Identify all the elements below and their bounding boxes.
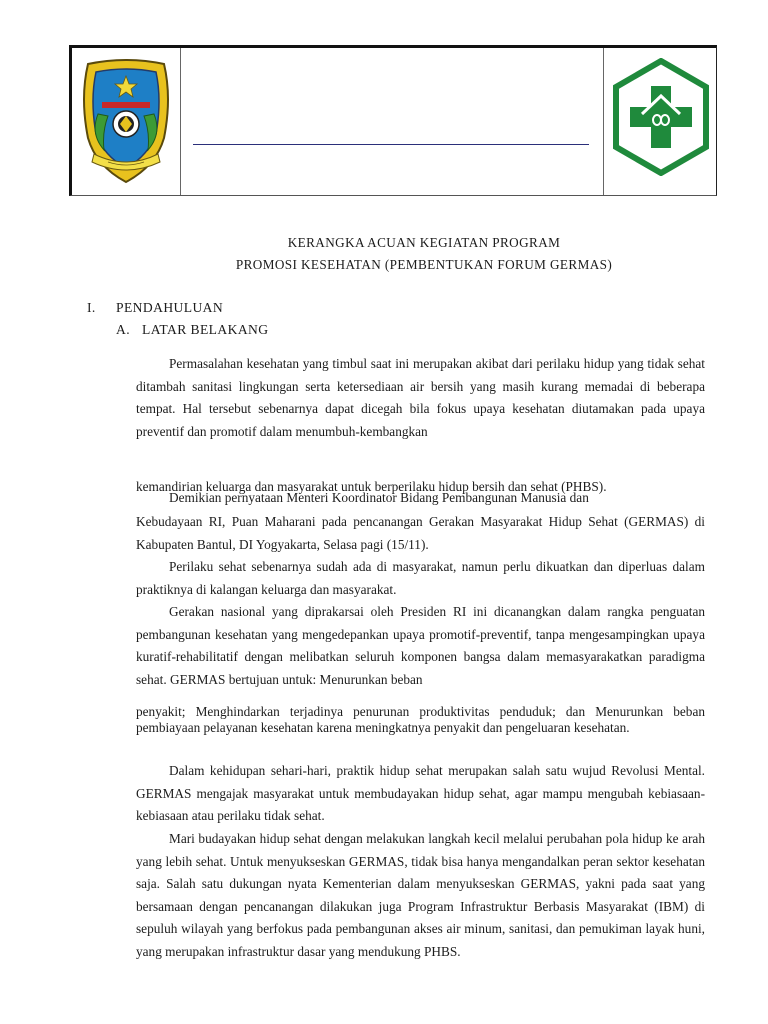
subsection-heading: LATAR BELAKANG xyxy=(142,322,269,337)
paragraph-3: Perilaku sehat sebenarnya sudah ada di masyarakat, namun perlu dikuatkan dan diperluas dalam praktiknya di kalangan keluarga dan masyarakat. xyxy=(136,559,705,597)
letterhead-divider-line xyxy=(193,144,589,145)
document-title-line1: KERANGKA ACUAN KEGIATAN PROGRAM xyxy=(287,235,561,250)
paragraph-6: Mari budayakan hidup sehat dengan melakukan langkah kecil melalui perubahan pola hidup ke arah yang lebih sehat. Untuk menyukseskan GERMAS, tidak bisa hanya mengandalkan peran sektor kesehatan saja. Salah satu dukungan nyata Kementerian dalam menyukseskan GERMAS, yakni pada saat yang bersamaan dengan pencanangan dilakukan juga Program Infrastruktur Berbasis Masyarakat (IBM) di sepuluh wilayah yang berfokus pada pembangunan akses air minum, sanitasi, dan pemukiman layak huni, yang merupakan infrastruktur dasar yang mendukung PHBS. xyxy=(136,831,705,959)
subsection-letter: A. xyxy=(116,322,131,337)
regency-coat-of-arms-logo xyxy=(80,58,172,186)
paragraph-5: Dalam kehidupan sehari-hari, praktik hidup sehat merupakan salah satu wujud Revolusi Mental. GERMAS mengajak masyarakat untuk membudayakan hidup sehat, agar mampu mengubah kebiasaan-kebiasaan atau perilaku tidak sehat. xyxy=(136,763,705,823)
paragraph-1: Permasalahan kesehatan yang timbul saat ini merupakan akibat dari perilaku hidup yang tidak sehat ditambah sanitasi lingkungan serta ketersediaan air bersih yang masih kurang memadai di beberapa tempat. Hal tersebut sebenarnya dapat dicegah bila fokus upaya kesehatan diutamakan pada upaya preventif dan promotif dalam menumbuh-kembangkan xyxy=(136,356,705,439)
paragraph-2: Kebudayaan RI, Puan Maharani pada pencanangan Gerakan Masyarakat Hidup Sehat (GERMAS) di Kabupaten Bantul, DI Yogyakarta, Selasa pagi (15/11). xyxy=(136,514,705,552)
letterhead-middle-cell xyxy=(180,48,603,195)
paragraph-4: Gerakan nasional yang diprakarsai oleh Presiden RI ini dicanangkan dalam rangka penguatan pembangunan kesehatan yang mengedepankan upaya promotif-preventif, tanpa mengesampingkan upaya kuratif-rehabilitatif dengan melibatkan seluruh komponen bangsa dalam memasyarakatkan paradigma sehat. GERMAS bertujuan untuk: Menurunkan beban xyxy=(136,604,705,687)
document-title-line2: PROMOSI KESEHATAN (PEMBENTUKAN FORUM GERMAS) xyxy=(235,257,613,272)
letterhead-left-cell xyxy=(72,48,181,195)
section-heading: PENDAHULUAN xyxy=(116,300,224,315)
puskesmas-logo xyxy=(612,58,710,176)
paragraph-4-continuation: penyakit; Menghindarkan terjadinya penurunan produktivitas penduduk; dan Menurunkan beban pembiayaan pelayanan kesehatan karena meningkatnya penyakit dan pengeluaran kesehatan. xyxy=(136,704,705,735)
paragraph-1-continuation: kemandirian keluarga dan masyarakat untuk berperilaku hidup bersih dan sehat (PHBS). xyxy=(136,479,607,494)
paragraph-2-start: Demikian pernyataan Menteri Koordinator Bidang Pembangunan Manusia dan xyxy=(169,490,589,505)
section-number: I. xyxy=(87,300,96,315)
letterhead-table xyxy=(69,45,717,196)
letterhead-right-cell xyxy=(603,48,716,195)
